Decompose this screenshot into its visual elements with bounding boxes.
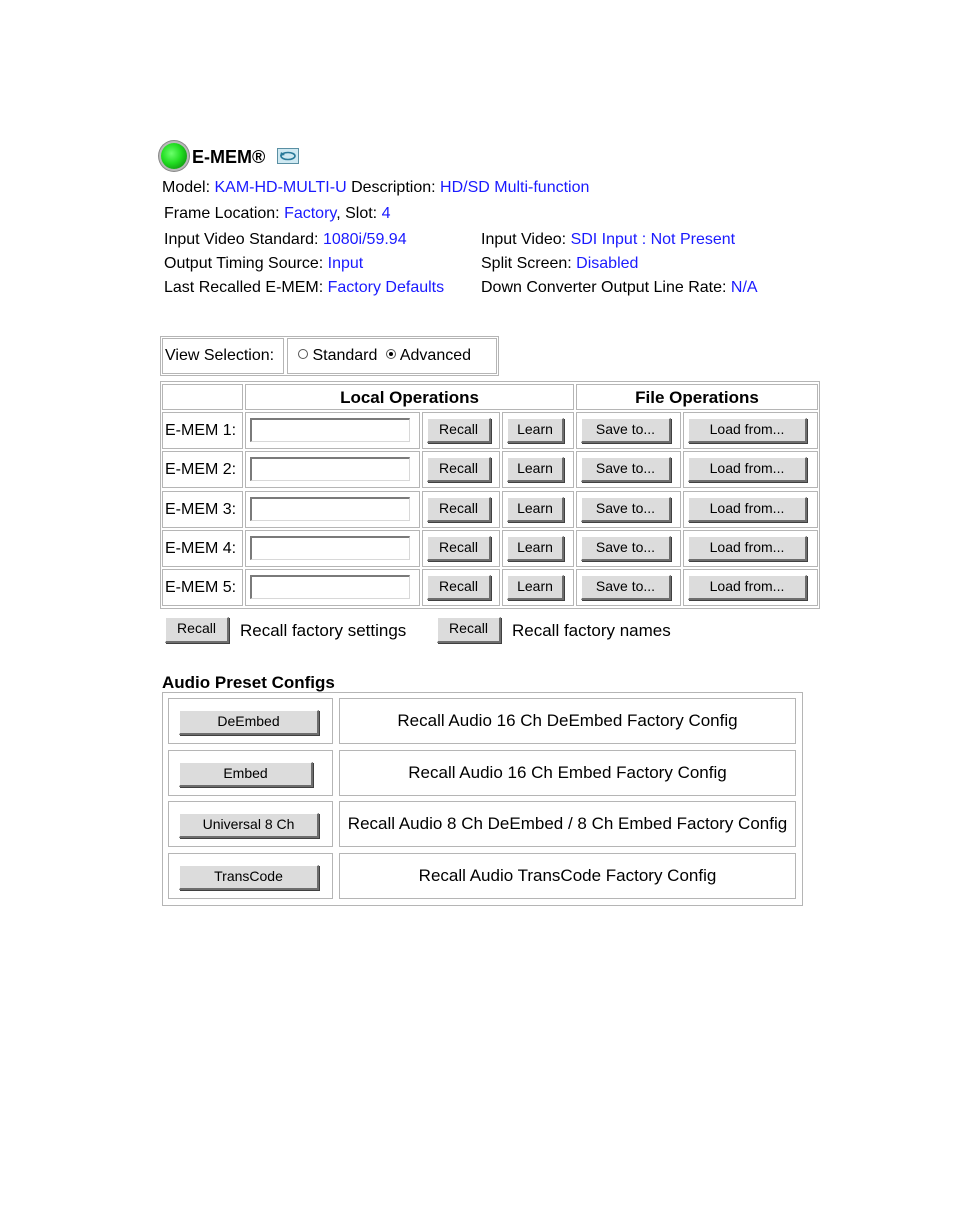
- emem-row-label: E-MEM 2:: [165, 461, 237, 479]
- view-selection-label-cell: [162, 338, 284, 374]
- recall-factory-names-button[interactable]: Recall: [437, 617, 501, 643]
- emem-recall-button[interactable]: Recall: [427, 575, 491, 600]
- emem-row-label: E-MEM 3:: [165, 500, 237, 518]
- view-selection-options: [287, 338, 497, 374]
- split-screen-value: Disabled: [576, 255, 639, 272]
- description-label: Description:: [351, 179, 436, 196]
- model-value: KAM-HD-MULTI-U: [214, 179, 347, 196]
- emem-name-input[interactable]: [250, 418, 410, 442]
- file-operations-header: File Operations: [576, 384, 818, 410]
- emem-recall-button[interactable]: Recall: [427, 457, 491, 482]
- radio-advanced[interactable]: [386, 347, 471, 364]
- split-screen-line: [481, 255, 638, 273]
- emem-learn-button[interactable]: Learn: [507, 536, 564, 561]
- emem-learn-button[interactable]: Learn: [507, 418, 564, 443]
- description-value: HD/SD Multi-function: [440, 179, 590, 196]
- emem-name-input[interactable]: [250, 457, 410, 481]
- radio-standard-label: Standard: [312, 347, 378, 364]
- emem-header-blank: [162, 384, 243, 410]
- input-video-line: [481, 231, 735, 249]
- emem-load-from-button[interactable]: Load from...: [688, 497, 807, 522]
- emem-row-label-cell: [162, 412, 243, 449]
- emem-row-label: E-MEM 1:: [165, 422, 237, 439]
- recall-factory-settings-text: Recall factory settings: [240, 621, 407, 640]
- last-recalled-line: [164, 279, 444, 297]
- audio-preset-button[interactable]: Universal 8 Ch: [179, 813, 319, 838]
- audio-preset-button[interactable]: TransCode: [179, 865, 319, 890]
- emem-row-label: E-MEM 5:: [165, 579, 237, 597]
- green-status-led-icon: [161, 143, 187, 169]
- emem-name-input[interactable]: [250, 497, 410, 521]
- down-converter-label: Down Converter Output Line Rate:: [481, 279, 727, 296]
- last-recalled-value: Factory Defaults: [327, 279, 445, 296]
- output-timing-value: Input: [327, 255, 364, 272]
- emem-name-input[interactable]: [250, 575, 410, 599]
- output-timing-label: Output Timing Source:: [164, 255, 324, 272]
- local-operations-header: Local Operations: [245, 384, 574, 410]
- audio-preset-button[interactable]: DeEmbed: [179, 710, 319, 735]
- emem-save-to-button[interactable]: Save to...: [581, 457, 671, 482]
- audio-preset-description: Recall Audio TransCode Factory Config: [339, 853, 796, 899]
- audio-preset-description: Recall Audio 16 Ch Embed Factory Config: [339, 750, 796, 796]
- audio-preset-description: Recall Audio 16 Ch DeEmbed Factory Config: [339, 698, 796, 744]
- emem-row-label-cell: [162, 451, 243, 488]
- emem-save-to-button[interactable]: Save to...: [581, 536, 671, 561]
- emem-learn-button[interactable]: Learn: [507, 575, 564, 600]
- model-label: Model:: [162, 179, 211, 196]
- emem-recall-button[interactable]: Recall: [427, 418, 491, 443]
- emem-learn-button[interactable]: Learn: [507, 497, 564, 522]
- radio-standard-icon[interactable]: [298, 349, 308, 359]
- emem-row-label-cell: [162, 491, 243, 528]
- emem-row-label-cell: [162, 569, 243, 606]
- emem-save-to-button[interactable]: Save to...: [581, 497, 671, 522]
- input-video-value: SDI Input : Not Present: [570, 231, 736, 248]
- emem-row-label-cell: [162, 530, 243, 567]
- emem-load-from-button[interactable]: Load from...: [688, 457, 807, 482]
- output-timing-line: [164, 255, 363, 273]
- split-screen-label: Split Screen:: [481, 255, 572, 272]
- last-recalled-label: Last Recalled E-MEM:: [164, 279, 324, 296]
- emem-save-to-button[interactable]: Save to...: [581, 575, 671, 600]
- emem-recall-button[interactable]: Recall: [427, 497, 491, 522]
- input-video-standard-label: Input Video Standard:: [164, 231, 319, 248]
- emem-save-to-button[interactable]: Save to...: [581, 418, 671, 443]
- emem-name-input[interactable]: [250, 536, 410, 560]
- emem-recall-button[interactable]: Recall: [427, 536, 491, 561]
- slot-value: 4: [381, 205, 391, 222]
- frame-location-label: Frame Location:: [164, 205, 280, 222]
- radio-advanced-icon[interactable]: [386, 349, 396, 359]
- down-converter-value: N/A: [730, 279, 758, 296]
- emem-load-from-button[interactable]: Load from...: [688, 536, 807, 561]
- recall-factory-settings-button[interactable]: Recall: [165, 617, 229, 643]
- emem-load-from-button[interactable]: Load from...: [688, 575, 807, 600]
- audio-preset-configs-title: Audio Preset Configs: [162, 673, 335, 692]
- emem-row-label: E-MEM 4:: [165, 539, 237, 557]
- input-video-standard-line: [164, 231, 407, 249]
- slot-label: , Slot:: [336, 205, 378, 222]
- audio-preset-button[interactable]: Embed: [179, 762, 313, 787]
- emem-load-from-button[interactable]: Load from...: [688, 418, 807, 443]
- page-title: E-MEM®: [192, 147, 266, 167]
- input-video-standard-value: 1080i/59.94: [322, 231, 407, 248]
- view-selection-label: View Selection:: [165, 347, 275, 364]
- radio-advanced-label: Advanced: [399, 347, 472, 364]
- audio-preset-description: Recall Audio 8 Ch DeEmbed / 8 Ch Embed Factory Config: [339, 801, 796, 847]
- frame-location-line: [164, 205, 390, 223]
- recall-factory-names-text: Recall factory names: [512, 621, 671, 640]
- frame-location-value[interactable]: Factory: [284, 205, 337, 222]
- radio-standard[interactable]: [298, 347, 377, 364]
- model-line: [162, 179, 589, 197]
- emem-learn-button[interactable]: Learn: [507, 457, 564, 482]
- down-converter-line: [481, 279, 758, 297]
- input-video-label: Input Video:: [481, 231, 567, 248]
- refresh-icon[interactable]: [277, 148, 299, 164]
